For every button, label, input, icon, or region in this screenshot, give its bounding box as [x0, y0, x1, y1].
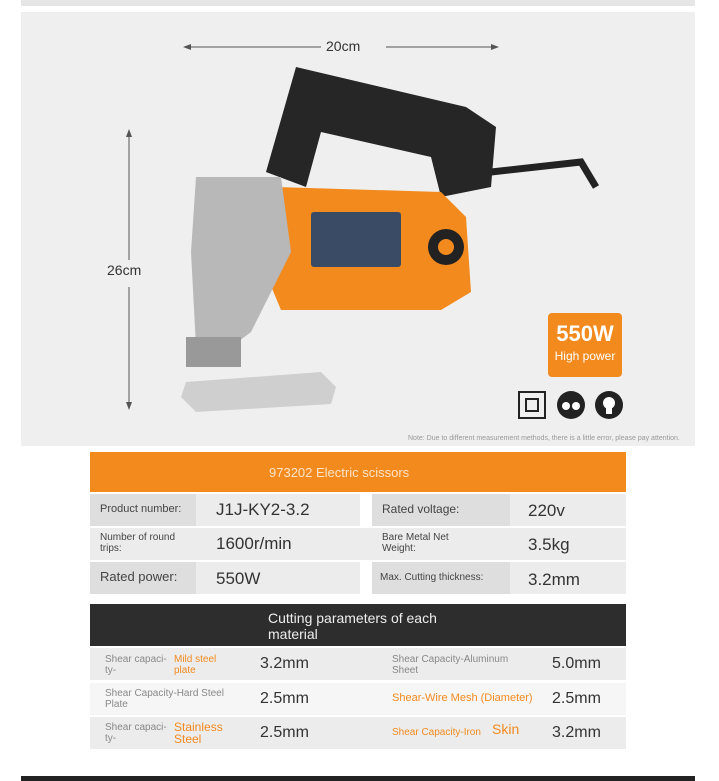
measurement-note: Note: Due to different measurement methods, there is a little error, please pay attention. [408, 435, 680, 442]
material-label: Shear Capacity-Aluminum Sheet [392, 654, 509, 676]
material-value: 2.5mm [552, 690, 601, 707]
spec-value: 3.2mm [528, 570, 580, 589]
material-value: 3.2mm [260, 655, 309, 672]
spec-label: Number of round trips: [100, 532, 176, 554]
spec-value: 220v [528, 501, 565, 520]
safety-goggles-icon [556, 390, 586, 420]
material-label-cont: ty- [105, 733, 117, 744]
material-label: Shear-Wire Mesh (Diameter) [392, 692, 533, 704]
material-highlight: Mild steel plate [174, 654, 217, 676]
top-bar [21, 0, 695, 6]
ear-protection-icon [594, 390, 624, 420]
material-label: Shear capaci- [105, 722, 167, 733]
product-hero [21, 12, 695, 446]
product-title: 973202 Electric scissors [269, 465, 410, 480]
spec-row [90, 562, 626, 594]
power-value: 550W [556, 321, 614, 346]
material-label-cont: Plate [105, 699, 128, 710]
material-highlight: Skin [492, 721, 520, 737]
product-image [21, 12, 695, 446]
spec-label: Max. Cutting thickness: [380, 572, 484, 583]
width-dimension: 20cm [326, 38, 361, 54]
materials-title-bar [90, 604, 626, 646]
spec-value: 550W [216, 569, 261, 588]
materials-title: Cutting parameters of each material [268, 610, 437, 642]
spec-label: Product number: [100, 503, 182, 515]
product-title-bar [90, 452, 626, 492]
material-label-cont: ty- [105, 665, 117, 676]
height-dimension: 26cm [107, 262, 142, 278]
double-insulation-icon [517, 390, 547, 420]
material-label: Shear Capacity-Hard Steel [105, 688, 224, 699]
power-subtitle: High power [554, 349, 616, 363]
spec-value: 3.5kg [528, 535, 570, 554]
material-row [90, 717, 626, 749]
material-value: 5.0mm [552, 655, 601, 672]
material-label: Shear Capacity-Iron [392, 727, 481, 738]
material-row [90, 683, 626, 715]
material-value: 2.5mm [260, 724, 309, 741]
spec-value: 1600r/min [216, 534, 292, 553]
spec-label: Rated power: [100, 569, 178, 584]
material-label: Shear capaci- [105, 654, 167, 665]
material-row [90, 648, 626, 680]
spec-row [90, 494, 626, 526]
material-value: 2.5mm [260, 690, 309, 707]
bottom-bar [21, 776, 695, 781]
spec-label: Bare Metal Net Weight: [382, 532, 449, 554]
spec-label: Rated voltage: [382, 502, 460, 516]
material-value: 3.2mm [552, 724, 601, 741]
spec-value: J1J-KY2-3.2 [216, 500, 310, 519]
spec-row [90, 528, 626, 560]
power-badge [548, 313, 622, 377]
material-highlight: Stainless Steel [174, 720, 223, 746]
